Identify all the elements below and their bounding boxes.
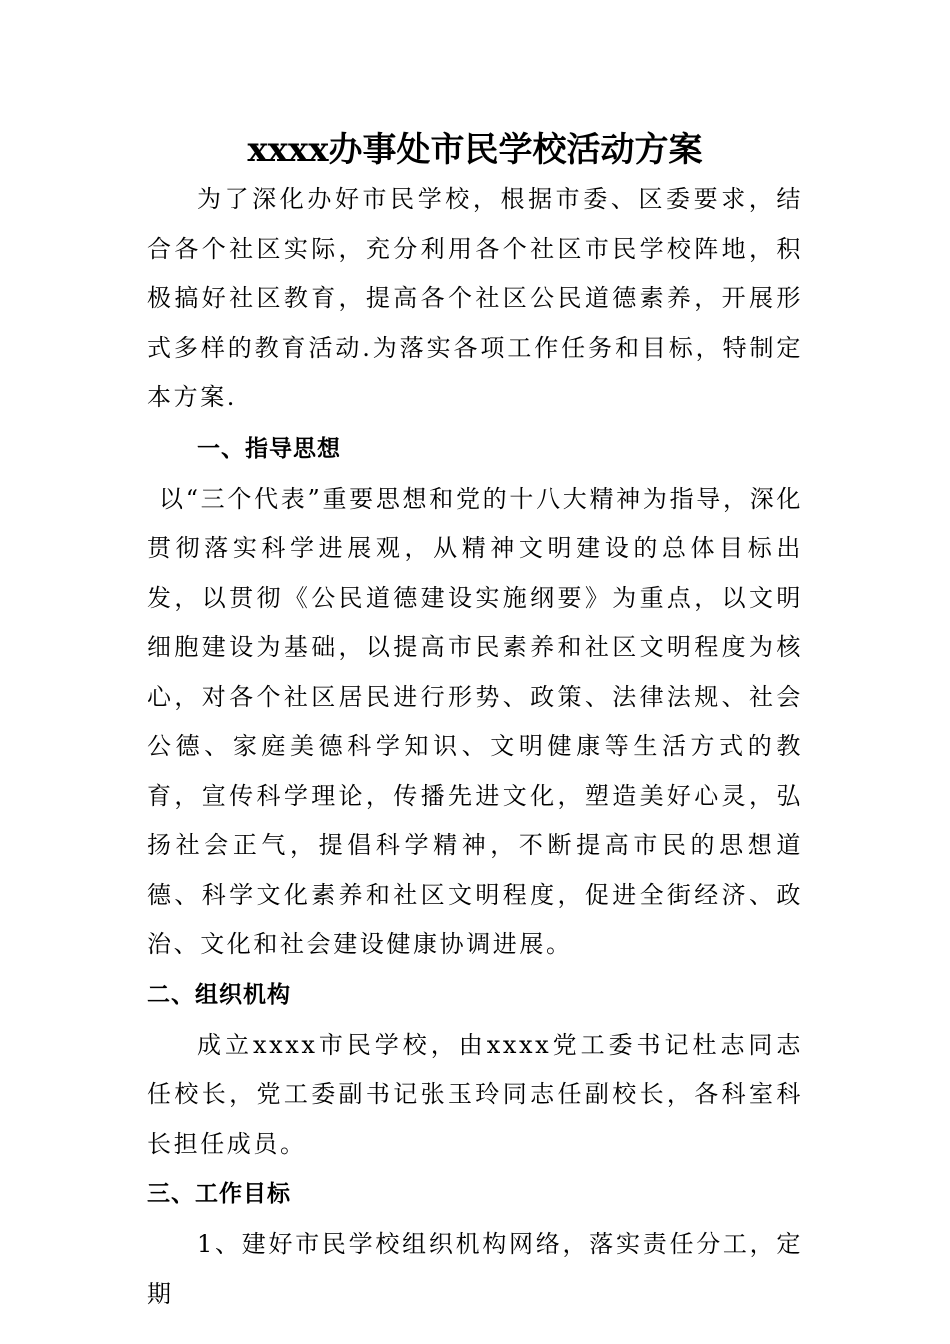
intro-paragraph: 为了深化办好市民学校，根据市委、区委要求，结合各个社区实际，充分利用各个社区市民学校阵地，积极搞好社区教育，提高各个社区公民道德素养，开展形式多样的教育活动.为落实各项工作任务和目标，特制定本方案. xyxy=(147,185,803,411)
section-heading-guiding-ideology: 一、指导思想 xyxy=(197,435,341,462)
document-body xyxy=(147,175,803,1319)
section-heading-work-goals: 三、工作目标 xyxy=(147,1181,291,1207)
section-heading-organization: 二、组织机构 xyxy=(147,981,291,1008)
section-body-organization: 成立xxxx市民学校，由xxxx党工委书记杜志同志任校长，党工委副书记张玉玲同志任副校长，各科室科长担任成员。 xyxy=(147,1030,803,1158)
section-body-work-goals: 1、建好市民学校组织机构网络，落实责任分工，定期 xyxy=(147,1230,803,1308)
document-title: xxxx办事处市民学校活动方案 xyxy=(247,130,703,170)
section-body-guiding-ideology: 以“三个代表”重要思想和党的十八大精神为指导，深化贯彻落实科学进展观，从精神文明建设的总体目标出发，以贯彻《公民道德建设实施纲要》为重点，以文明细胞建设为基础，以提高市民素养和社区文明程度为核心，对各个社区居民进行形势、政策、法律法规、社会公德、家庭美德科学知识、文明健康等生活方式的教育，宣传科学理论，传播先进文化，塑造美好心灵，弘扬社会正气，提倡科学精神，不断提高市民的思想道德、科学文化素养和社区文明程度，促进全街经济、政治、文化和社会建设健康协调进展。 xyxy=(147,484,803,958)
